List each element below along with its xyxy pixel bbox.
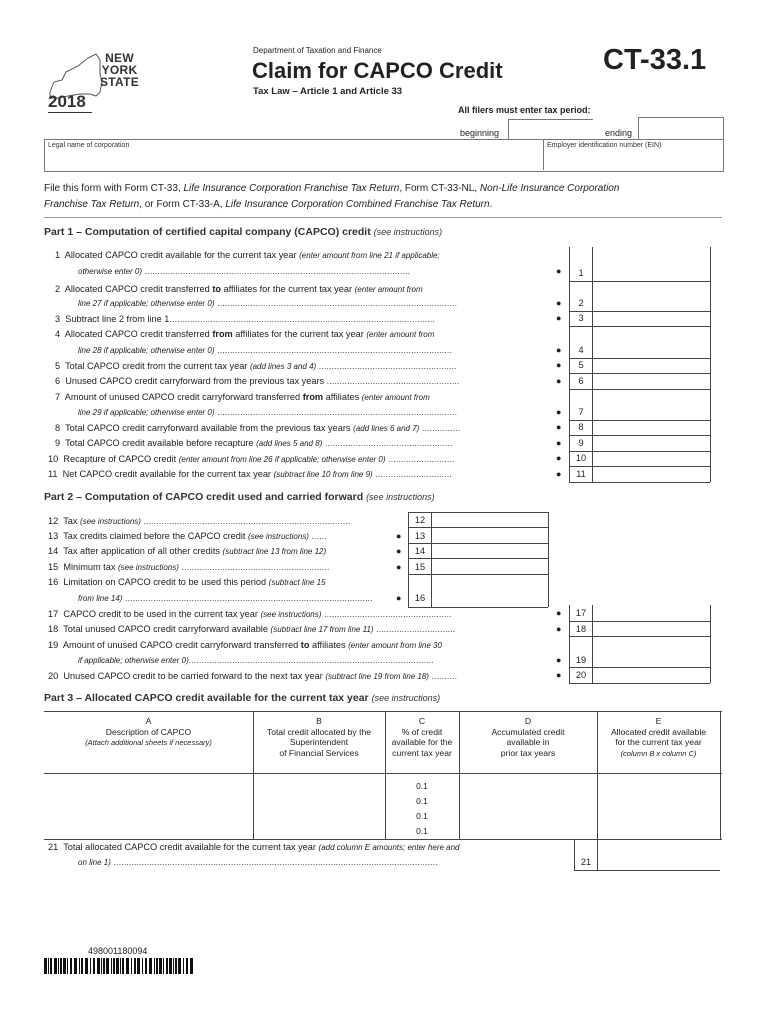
filing-instructions: File this form with Form CT-33, Life Insurance Corporation Franchise Tax Return, Form CT-33-NL, Non-Life Insurance Corporation Franchise Tax Return, or Form CT-33-A, Life Insurance Corporation Combined Franchise Tax Return. (44, 183, 620, 210)
line-2-cont: line 27 if applicable; otherwise enter 0) .............................................................................................. (78, 298, 458, 308)
line-number-8: 8 (578, 422, 584, 432)
bullet-icon: ● (396, 531, 402, 541)
line-16-text: 16 Limitation on CAPCO credit to be used this period (subtract line 15 (48, 577, 326, 587)
pct-cell[interactable]: 0.1 (416, 796, 428, 806)
part1-heading: Part 1 – Computation of certified capital company (CAPCO) credit (see instructions) (44, 226, 443, 238)
barcode-image (44, 958, 194, 974)
line-21-cont: on line 1) ............................................................................................................................... (78, 857, 438, 867)
allocated-credit-cell[interactable] (598, 774, 720, 839)
line-19-text: 19 Amount of unused CAPCO credit carryforward transferred to affiliates (enter amount from line 30 (48, 640, 442, 650)
line-number-12: 12 (414, 515, 426, 525)
line-15-text: 15 Minimum tax (see instructions) .......................................................... (48, 562, 330, 572)
col-e-header: E Allocated credit available for the current tax year (column B x column C) (610, 716, 707, 758)
line-number-16: 16 (414, 593, 426, 603)
line-14-text: 14 Tax after application of all other credits (subtract line 13 from line 12) (48, 546, 327, 556)
line-number-3: 3 (578, 313, 584, 323)
bullet-icon: ● (556, 313, 562, 323)
bullet-icon: ● (556, 360, 562, 370)
line-number-14: 14 (414, 546, 426, 556)
pct-cell[interactable]: 0.1 (416, 781, 428, 791)
line-number-10: 10 (575, 453, 587, 463)
beginning-date-field[interactable] (508, 119, 593, 140)
line-3-text: 3 Subtract line 2 from line 1........................................................................................................ (55, 314, 435, 324)
line-1-text: 1 Allocated CAPCO credit available for the current tax year (enter amount from line 21 if applicable; (55, 250, 440, 260)
bullet-icon: ● (556, 407, 562, 417)
line-19-cont: if applicable; otherwise enter 0)................................................................................................ (78, 655, 434, 665)
form-year: 2018 (48, 92, 86, 111)
part2-heading: Part 2 – Computation of CAPCO credit used and carried forward (see instructions) (44, 491, 435, 503)
bullet-icon: ● (556, 655, 562, 665)
line-number-18: 18 (575, 624, 587, 634)
description-cell[interactable] (45, 774, 253, 839)
part2-right-amount-column[interactable] (593, 605, 710, 683)
line-number-7: 7 (578, 407, 584, 417)
beginning-label: beginning (460, 128, 500, 138)
line-20-text: 20 Unused CAPCO credit to be carried forward to the next tax year (subtract line 19 from line 18) .......... (48, 671, 458, 681)
year-underline (48, 112, 92, 113)
form-number: CT-33.1 (603, 44, 707, 76)
part3-heading: Part 3 – Allocated CAPCO credit available for the current tax year (see instructions) (44, 692, 441, 704)
ending-label: ending (605, 128, 633, 138)
bullet-icon: ● (556, 624, 562, 634)
ending-date-field[interactable] (638, 117, 724, 140)
line-7-cont: line 29 if applicable; otherwise enter 0) .............................................................................................. (78, 407, 458, 417)
line-12-text: 12 Tax (see instructions) ................................................................................. (48, 516, 351, 526)
bullet-icon: ● (556, 345, 562, 355)
line-2-text: 2 Allocated CAPCO credit transferred to affiliates for the current tax year (enter amount from (55, 284, 423, 294)
line-number-11: 11 (576, 469, 586, 479)
legal-name-label: Legal name of corporation (48, 142, 130, 149)
grid-line (569, 247, 570, 482)
line-number-21: 21 (580, 857, 592, 867)
tax-period-instruction: All filers must enter tax period: (458, 105, 591, 115)
nys-logo-text: NEW YORK STATE (100, 51, 140, 89)
line-13-text: 13 Tax credits claimed before the CAPCO credit (see instructions) ...... (48, 531, 327, 541)
pct-cell[interactable]: 0.1 (416, 811, 428, 821)
line-6-text: 6 Unused CAPCO credit carryforward from the previous tax years .................................................... (55, 376, 460, 386)
part1-amount-column[interactable] (593, 247, 710, 482)
total-credit-cell[interactable] (254, 774, 385, 839)
grid-line (710, 247, 711, 482)
line-7-text: 7 Amount of unused CAPCO credit carryforward transferred from affiliates (enter amount from (55, 392, 430, 402)
line-number-15: 15 (414, 562, 426, 572)
bullet-icon: ● (556, 608, 562, 618)
bullet-icon: ● (556, 298, 562, 308)
line-number-5: 5 (578, 360, 584, 370)
line-9-text: 9 Total CAPCO credit available before recapture (add lines 5 and 8) .................................................. (55, 438, 453, 448)
line-number-2: 2 (578, 298, 584, 308)
line-18-text: 18 Total unused CAPCO credit carryforward available (subtract line 17 from line 11) ............................... (48, 624, 456, 634)
line-21-text: 21 Total allocated CAPCO credit available for the current tax year (add column E amounts; enter here and (48, 842, 460, 852)
line-number-13: 13 (414, 531, 426, 541)
barcode-number: 498001180094 (88, 946, 148, 956)
line-number-1: 1 (578, 268, 584, 278)
bullet-icon: ● (556, 266, 562, 276)
line-16-cont: from line 14) ................................................................................................. (78, 593, 373, 603)
bullet-icon: ● (396, 546, 402, 556)
line-4-cont: line 28 if applicable; otherwise enter 0) ............................................................................................ (78, 345, 452, 355)
pct-cell[interactable]: 0.1 (416, 826, 428, 836)
line-5-text: 5 Total CAPCO credit from the current tax year (add lines 3 and 4) ...................................................... (55, 361, 457, 371)
department-name: Department of Taxation and Finance (253, 46, 382, 55)
col-a-header: A Description of CAPCO (Attach additional sheets if necessary) (85, 716, 212, 747)
divider (44, 217, 722, 218)
col-d-header: D Accumulated credit available in prior tax years (491, 716, 565, 758)
line-10-text: 10 Recapture of CAPCO credit (enter amount from line 26 if applicable; otherwise enter 0) .......................... (48, 454, 455, 464)
line-number-20: 20 (575, 670, 587, 680)
form-subtitle: Tax Law – Article 1 and Article 33 (253, 86, 403, 97)
line-number-4: 4 (578, 345, 584, 355)
line-1-cont: otherwise enter 0) ........................................................................................................ (78, 266, 411, 276)
ein-label: Employer identification number (EIN) (547, 142, 662, 149)
bullet-icon: ● (556, 438, 562, 448)
line-11-text: 11 Net CAPCO credit available for the current tax year (subtract line 10 from line 9) .............................. (48, 469, 452, 479)
col-b-header: B Total credit allocated by the Superintendent of Financial Services (266, 716, 372, 758)
line-number-9: 9 (578, 438, 584, 448)
line-17-text: 17 CAPCO credit to be used in the current tax year (see instructions) .................................................. (48, 609, 452, 619)
bullet-icon: ● (556, 422, 562, 432)
line-4-text: 4 Allocated CAPCO credit transferred from affiliates for the current tax year (enter amount from (55, 329, 435, 339)
accumulated-credit-cell[interactable] (460, 774, 597, 839)
bullet-icon: ● (556, 453, 562, 463)
bullet-icon: ● (396, 562, 402, 572)
form-title: Claim for CAPCO Credit (252, 58, 503, 83)
bullet-icon: ● (556, 376, 562, 386)
bullet-icon: ● (396, 593, 402, 603)
line-number-19: 19 (575, 655, 587, 665)
line-21-amount[interactable] (598, 840, 720, 870)
line-8-text: 8 Total CAPCO credit carryforward available from the previous tax years (add lines 6 and 7) ............... (55, 423, 461, 433)
line-number-17: 17 (575, 608, 587, 618)
bullet-icon: ● (556, 670, 562, 680)
col-c-header: C % of credit available for the current tax year (391, 716, 453, 758)
bullet-icon: ● (556, 469, 562, 479)
line-number-6: 6 (578, 376, 584, 386)
